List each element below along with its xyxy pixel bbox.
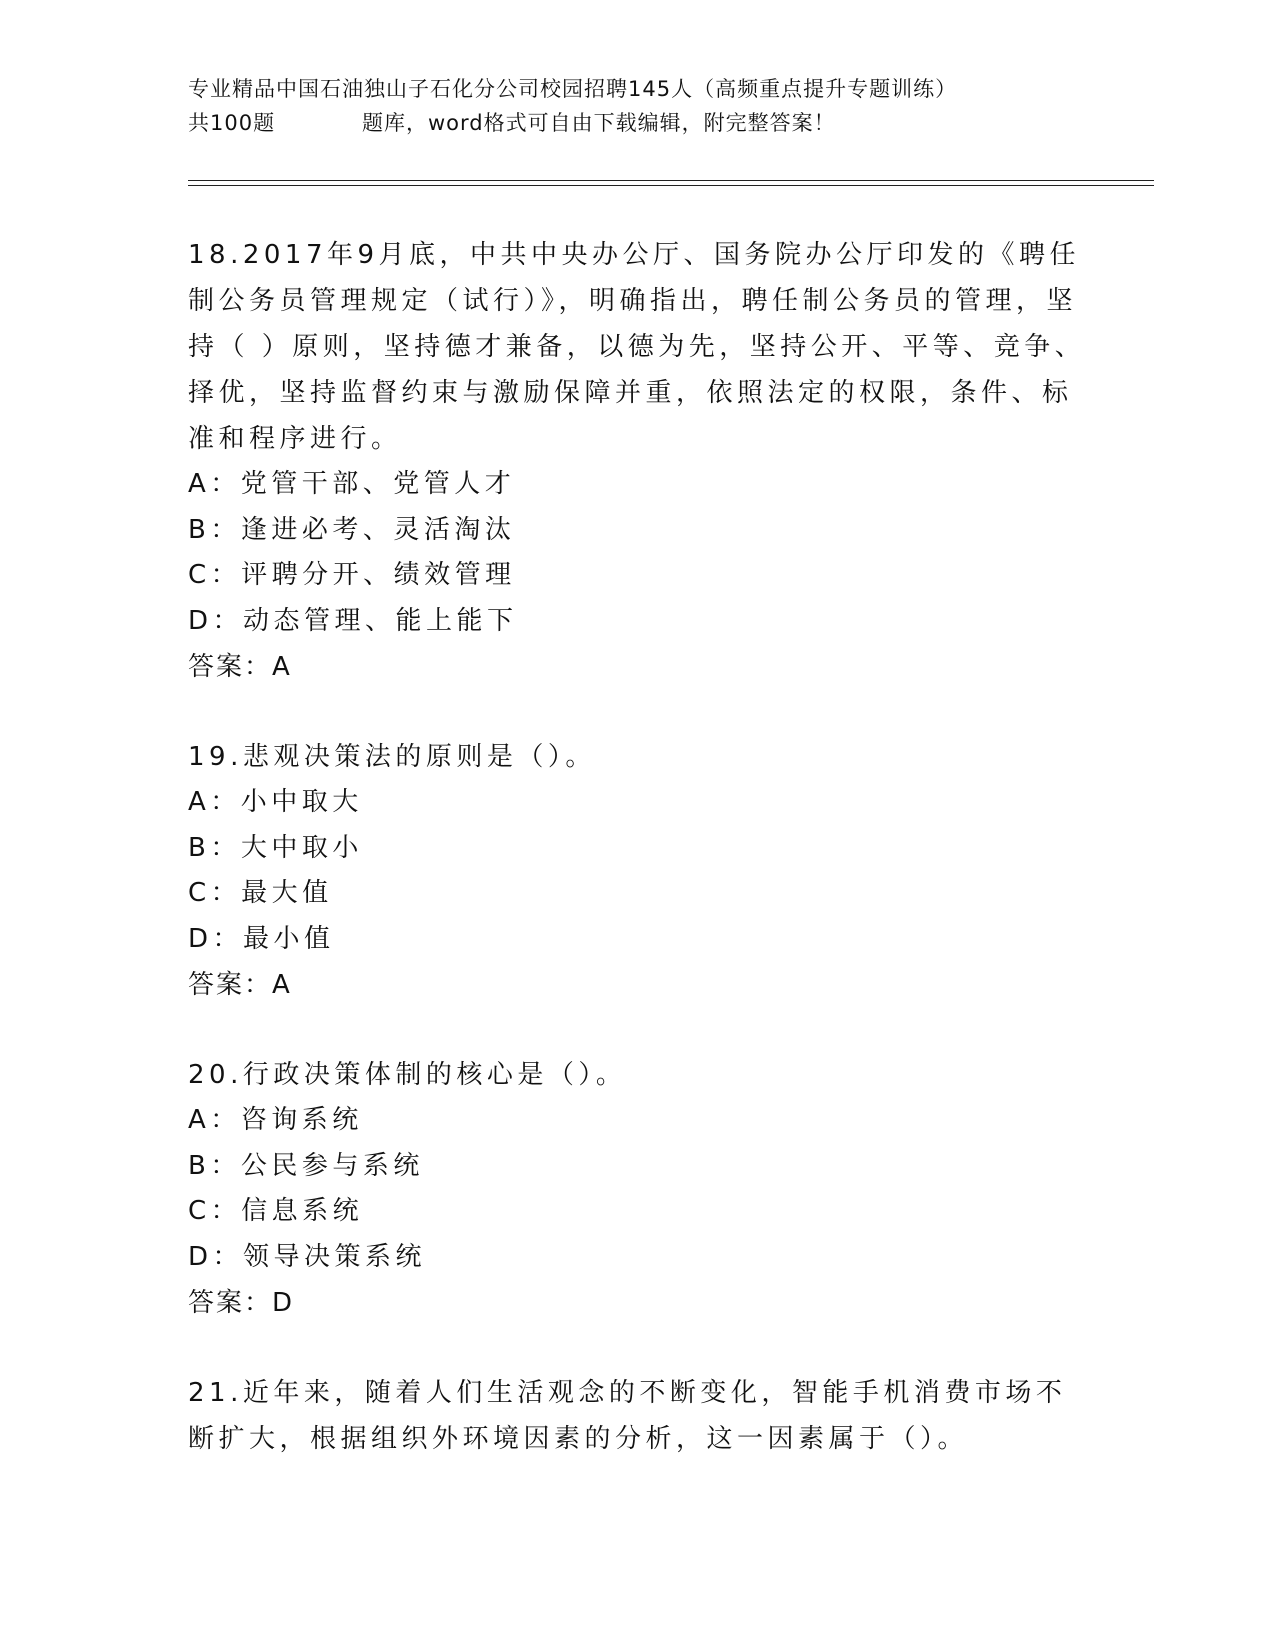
document-header xyxy=(188,72,1128,140)
option-c: C：评聘分开、绩效管理 xyxy=(188,560,516,590)
option-a: A：小中取大 xyxy=(188,787,363,817)
option-b: B：大中取小 xyxy=(188,832,363,863)
option-a: A：党管干部、党管人才 xyxy=(188,469,516,499)
header-row-2 xyxy=(188,106,1128,140)
option-d: D：最小值 xyxy=(188,923,335,954)
question-stem: 19.悲观决策法的原则是（）。 xyxy=(188,742,596,772)
spacer xyxy=(188,690,1088,734)
option-b: B：逢进必考、灵活淘汰 xyxy=(188,514,516,545)
option-c: C：信息系统 xyxy=(188,1196,364,1226)
question-count: 共100题 xyxy=(188,111,276,135)
question-stem: 21.近年来，随着人们生活观念的不断变化，智能手机消费市场不断扩大，根据组织外环境因素的分析，这一因素属于（）。 xyxy=(188,1378,1067,1454)
question-18 xyxy=(188,232,1088,690)
option-a: A：咨询系统 xyxy=(188,1105,363,1135)
question-list xyxy=(188,232,1088,1462)
question-20 xyxy=(188,1052,1088,1326)
question-21 xyxy=(188,1370,1088,1462)
header-subtitle: 题库，word格式可自由下载编辑，附完整答案！ xyxy=(362,111,836,135)
option-d: D：领导决策系统 xyxy=(188,1241,427,1272)
spacer xyxy=(188,1326,1088,1370)
answer: 答案：A xyxy=(188,652,292,682)
answer: 答案：D xyxy=(188,1288,295,1318)
question-19 xyxy=(188,734,1088,1008)
question-stem: 20.行政决策体制的核心是（）。 xyxy=(188,1060,627,1090)
option-b: B：公民参与系统 xyxy=(188,1150,424,1181)
spacer xyxy=(188,1008,1088,1052)
answer: 答案：A xyxy=(188,970,292,1000)
header-title: 专业精品中国石油独山子石化分公司校园招聘145人（高频重点提升专题训练） xyxy=(188,77,958,101)
option-d: D：动态管理、能上能下 xyxy=(188,605,518,636)
option-c: C：最大值 xyxy=(188,878,333,908)
header-divider-bottom xyxy=(188,185,1154,186)
question-stem: 18.2017年9月底，中共中央办公厅、国务院办公厅印发的《聘任制公务员管理规定（试行）》，明确指出，聘任制公务员的管理，坚持（ ）原则，坚持德才兼备，以德为先，坚持公开、平等、竞争、择优，坚持监督约束与激励保障并重，依照法定的权限，条件、标准和程序进行。 xyxy=(188,240,1086,454)
header-divider-top xyxy=(188,180,1154,181)
